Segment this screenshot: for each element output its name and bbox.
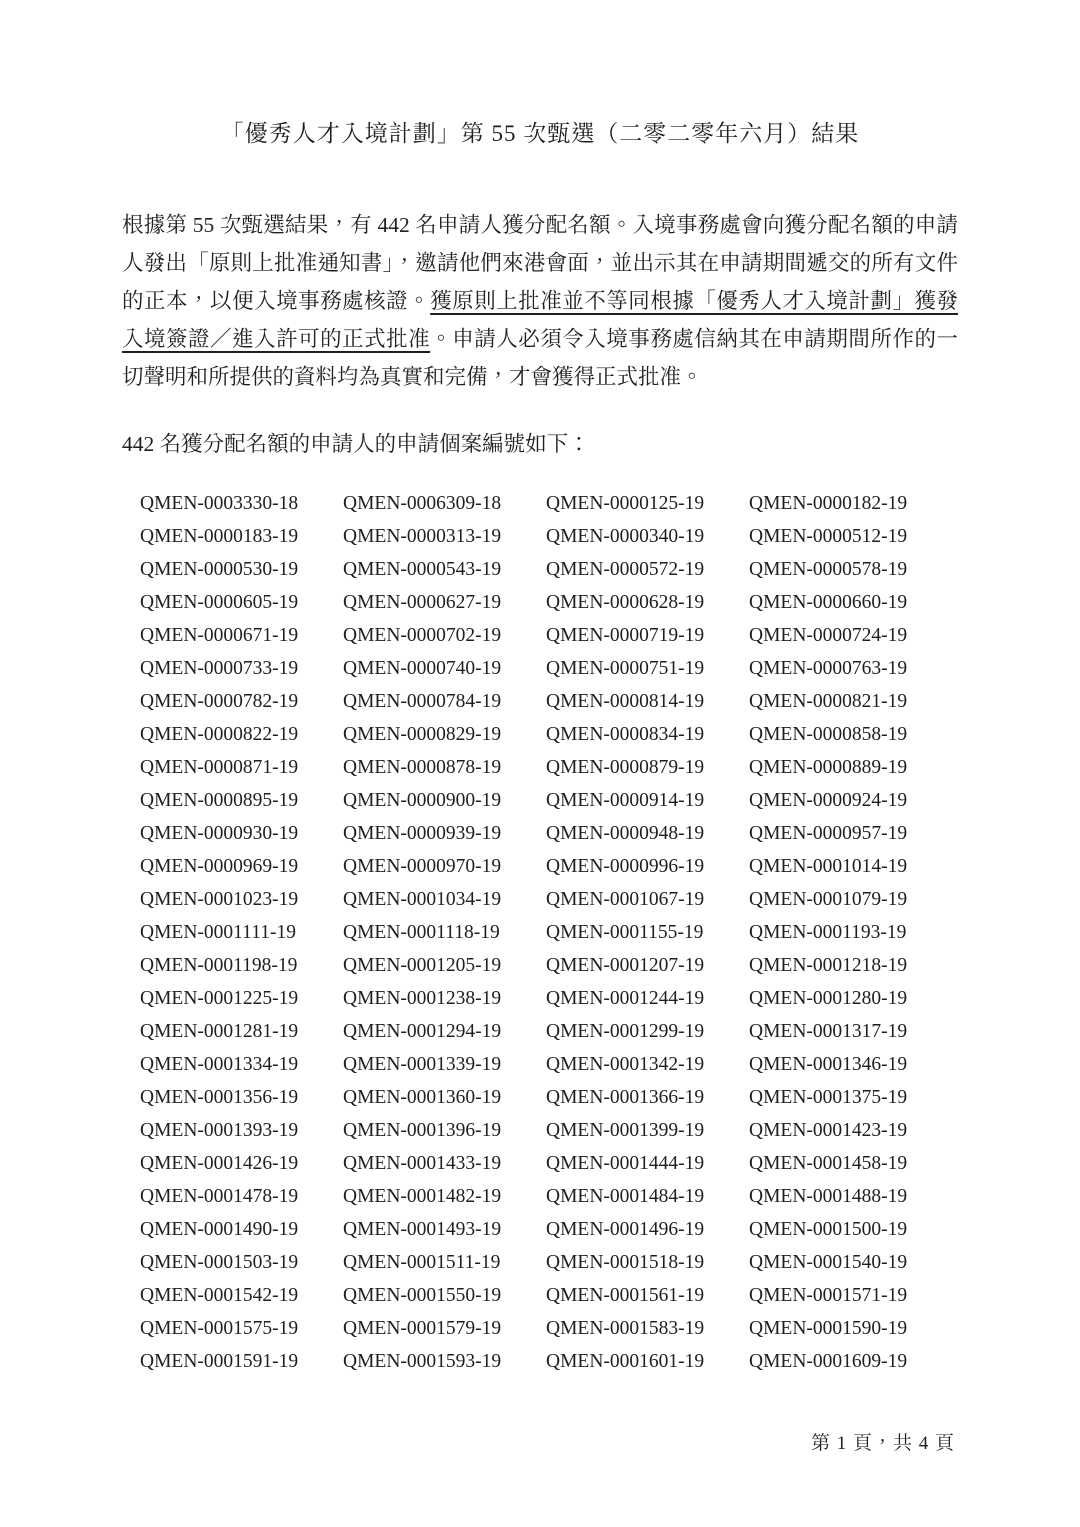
case-number: QMEN-0000914-19 <box>546 789 705 811</box>
case-number: QMEN-0000930-19 <box>140 822 299 844</box>
case-number: QMEN-0003330-18 <box>140 492 299 514</box>
case-number: QMEN-0001294-19 <box>343 1020 502 1042</box>
case-number: QMEN-0001238-19 <box>343 987 502 1009</box>
case-number: QMEN-0001155-19 <box>546 921 704 943</box>
case-number: QMEN-0001205-19 <box>343 954 502 976</box>
case-number: QMEN-0001601-19 <box>546 1350 705 1372</box>
case-number: QMEN-0001118-19 <box>343 921 500 943</box>
case-number: QMEN-0001484-19 <box>546 1185 705 1207</box>
case-number: QMEN-0001458-19 <box>749 1152 908 1174</box>
case-number: QMEN-0001490-19 <box>140 1218 299 1240</box>
case-number: QMEN-0001503-19 <box>140 1251 299 1273</box>
case-number: QMEN-0001360-19 <box>343 1086 502 1108</box>
case-number: QMEN-0000340-19 <box>546 525 705 547</box>
case-number: QMEN-0001111-19 <box>140 921 296 943</box>
case-list-intro: 442 名獲分配名額的申請人的申請個案編號如下： <box>122 432 590 457</box>
case-number: QMEN-0001482-19 <box>343 1185 502 1207</box>
case-number: QMEN-0001591-19 <box>140 1350 299 1372</box>
case-number: QMEN-0000578-19 <box>749 558 908 580</box>
case-number: QMEN-0001198-19 <box>140 954 298 976</box>
case-number: QMEN-0000900-19 <box>343 789 502 811</box>
case-number: QMEN-0000543-19 <box>343 558 502 580</box>
case-number: QMEN-0001579-19 <box>343 1317 502 1339</box>
case-number: QMEN-0001540-19 <box>749 1251 908 1273</box>
case-number: QMEN-0001014-19 <box>749 855 908 877</box>
case-number: QMEN-0000702-19 <box>343 624 502 646</box>
case-number: QMEN-0001346-19 <box>749 1053 908 1075</box>
case-number: QMEN-0000970-19 <box>343 855 502 877</box>
case-number: QMEN-0000512-19 <box>749 525 908 547</box>
case-number: QMEN-0001396-19 <box>343 1119 502 1141</box>
case-number: QMEN-0001393-19 <box>140 1119 299 1141</box>
case-number: QMEN-0000627-19 <box>343 591 502 613</box>
case-number: QMEN-0001280-19 <box>749 987 908 1009</box>
case-number: QMEN-0000822-19 <box>140 723 299 745</box>
case-number: QMEN-0001334-19 <box>140 1053 299 1075</box>
case-number: QMEN-0000313-19 <box>343 525 502 547</box>
case-number: QMEN-0000957-19 <box>749 822 908 844</box>
case-number: QMEN-0000834-19 <box>546 723 705 745</box>
intro-paragraph <box>122 206 958 396</box>
case-number: QMEN-0000125-19 <box>546 492 705 514</box>
case-number: QMEN-0000182-19 <box>749 492 908 514</box>
case-number: QMEN-0001561-19 <box>546 1284 705 1306</box>
case-number: QMEN-0000719-19 <box>546 624 705 646</box>
case-number: QMEN-0001518-19 <box>546 1251 705 1273</box>
case-number: QMEN-0000740-19 <box>343 657 502 679</box>
case-number: QMEN-0006309-18 <box>343 492 502 514</box>
case-number: QMEN-0001444-19 <box>546 1152 705 1174</box>
paragraph-text-before: 根據第 55 次甄選結果，有 442 名申請人獲分配名額。入境事務處會向獲分配名額的申請人發出「原則上批准通知書」，邀請他們來港會面，並出示其在申請期間遞交的所有文件的正本，以便入境事務處核證。 <box>122 213 958 314</box>
case-number: QMEN-0001609-19 <box>749 1350 908 1372</box>
case-number: QMEN-0000814-19 <box>546 690 705 712</box>
case-number-grid <box>140 487 958 1378</box>
case-number: QMEN-0001426-19 <box>140 1152 299 1174</box>
case-number: QMEN-0001478-19 <box>140 1185 299 1207</box>
case-number: QMEN-0001317-19 <box>749 1020 908 1042</box>
page-title: 「優秀人才入境計劃」第 55 次甄選（二零二零年六月）結果 <box>220 121 860 146</box>
case-number: QMEN-0000895-19 <box>140 789 299 811</box>
case-number: QMEN-0000628-19 <box>546 591 705 613</box>
case-number: QMEN-0000829-19 <box>343 723 502 745</box>
case-number: QMEN-0001488-19 <box>749 1185 908 1207</box>
case-number: QMEN-0000879-19 <box>546 756 705 778</box>
case-number: QMEN-0001218-19 <box>749 954 908 976</box>
case-number: QMEN-0001542-19 <box>140 1284 299 1306</box>
case-number: QMEN-0000733-19 <box>140 657 299 679</box>
case-number: QMEN-0001356-19 <box>140 1086 299 1108</box>
case-number: QMEN-0001571-19 <box>749 1284 908 1306</box>
case-number: QMEN-0000871-19 <box>140 756 299 778</box>
case-number: QMEN-0001079-19 <box>749 888 908 910</box>
case-number: QMEN-0001493-19 <box>343 1218 502 1240</box>
case-number: QMEN-0000671-19 <box>140 624 299 646</box>
case-number: QMEN-0000948-19 <box>546 822 705 844</box>
case-number: QMEN-0000858-19 <box>749 723 908 745</box>
case-number: QMEN-0001281-19 <box>140 1020 299 1042</box>
case-number: QMEN-0001583-19 <box>546 1317 705 1339</box>
case-number: QMEN-0000530-19 <box>140 558 299 580</box>
case-number: QMEN-0001366-19 <box>546 1086 705 1108</box>
case-number: QMEN-0000878-19 <box>343 756 502 778</box>
case-number: QMEN-0001590-19 <box>749 1317 908 1339</box>
case-number: QMEN-0000784-19 <box>343 690 502 712</box>
case-number: QMEN-0001225-19 <box>140 987 299 1009</box>
case-number: QMEN-0001339-19 <box>343 1053 502 1075</box>
case-number: QMEN-0001244-19 <box>546 987 705 1009</box>
case-number: QMEN-0001500-19 <box>749 1218 908 1240</box>
case-number: QMEN-0000763-19 <box>749 657 908 679</box>
case-number: QMEN-0000572-19 <box>546 558 705 580</box>
case-number: QMEN-0000782-19 <box>140 690 299 712</box>
case-number: QMEN-0001575-19 <box>140 1317 299 1339</box>
case-number: QMEN-0001375-19 <box>749 1086 908 1108</box>
page-number-footer: 第 1 頁，共 4 頁 <box>810 1433 955 1454</box>
paragraph-text-after: 。申請人必須令入境事務處信納其在申請期間所作的一切聲明和所提供的資料均為真實和完備，才會獲得正式批准。 <box>122 327 958 390</box>
case-number: QMEN-0001193-19 <box>749 921 907 943</box>
case-number: QMEN-0000939-19 <box>343 822 502 844</box>
case-number: QMEN-0001342-19 <box>546 1053 705 1075</box>
case-number: QMEN-0001511-19 <box>343 1251 501 1273</box>
case-number: QMEN-0001299-19 <box>546 1020 705 1042</box>
case-number: QMEN-0000751-19 <box>546 657 705 679</box>
case-number: QMEN-0001423-19 <box>749 1119 908 1141</box>
case-number: QMEN-0001593-19 <box>343 1350 502 1372</box>
case-number: QMEN-0001496-19 <box>546 1218 705 1240</box>
case-number: QMEN-0001399-19 <box>546 1119 705 1141</box>
case-number: QMEN-0001067-19 <box>546 888 705 910</box>
case-number: QMEN-0001433-19 <box>343 1152 502 1174</box>
case-number: QMEN-0000821-19 <box>749 690 908 712</box>
case-number: QMEN-0001023-19 <box>140 888 299 910</box>
case-number: QMEN-0001550-19 <box>343 1284 502 1306</box>
case-number: QMEN-0000660-19 <box>749 591 908 613</box>
case-number: QMEN-0000889-19 <box>749 756 908 778</box>
case-number: QMEN-0000724-19 <box>749 624 908 646</box>
case-number: QMEN-0000183-19 <box>140 525 299 547</box>
case-number: QMEN-0001034-19 <box>343 888 502 910</box>
case-number: QMEN-0000605-19 <box>140 591 299 613</box>
case-number: QMEN-0000969-19 <box>140 855 299 877</box>
case-number: QMEN-0001207-19 <box>546 954 705 976</box>
case-number: QMEN-0000996-19 <box>546 855 705 877</box>
case-number: QMEN-0000924-19 <box>749 789 908 811</box>
paragraph-underlined-clause: 獲原則上批准並不等同根據「優秀人才入境計劃」獲發入境簽證／進入許可的正式批准 <box>122 289 958 352</box>
